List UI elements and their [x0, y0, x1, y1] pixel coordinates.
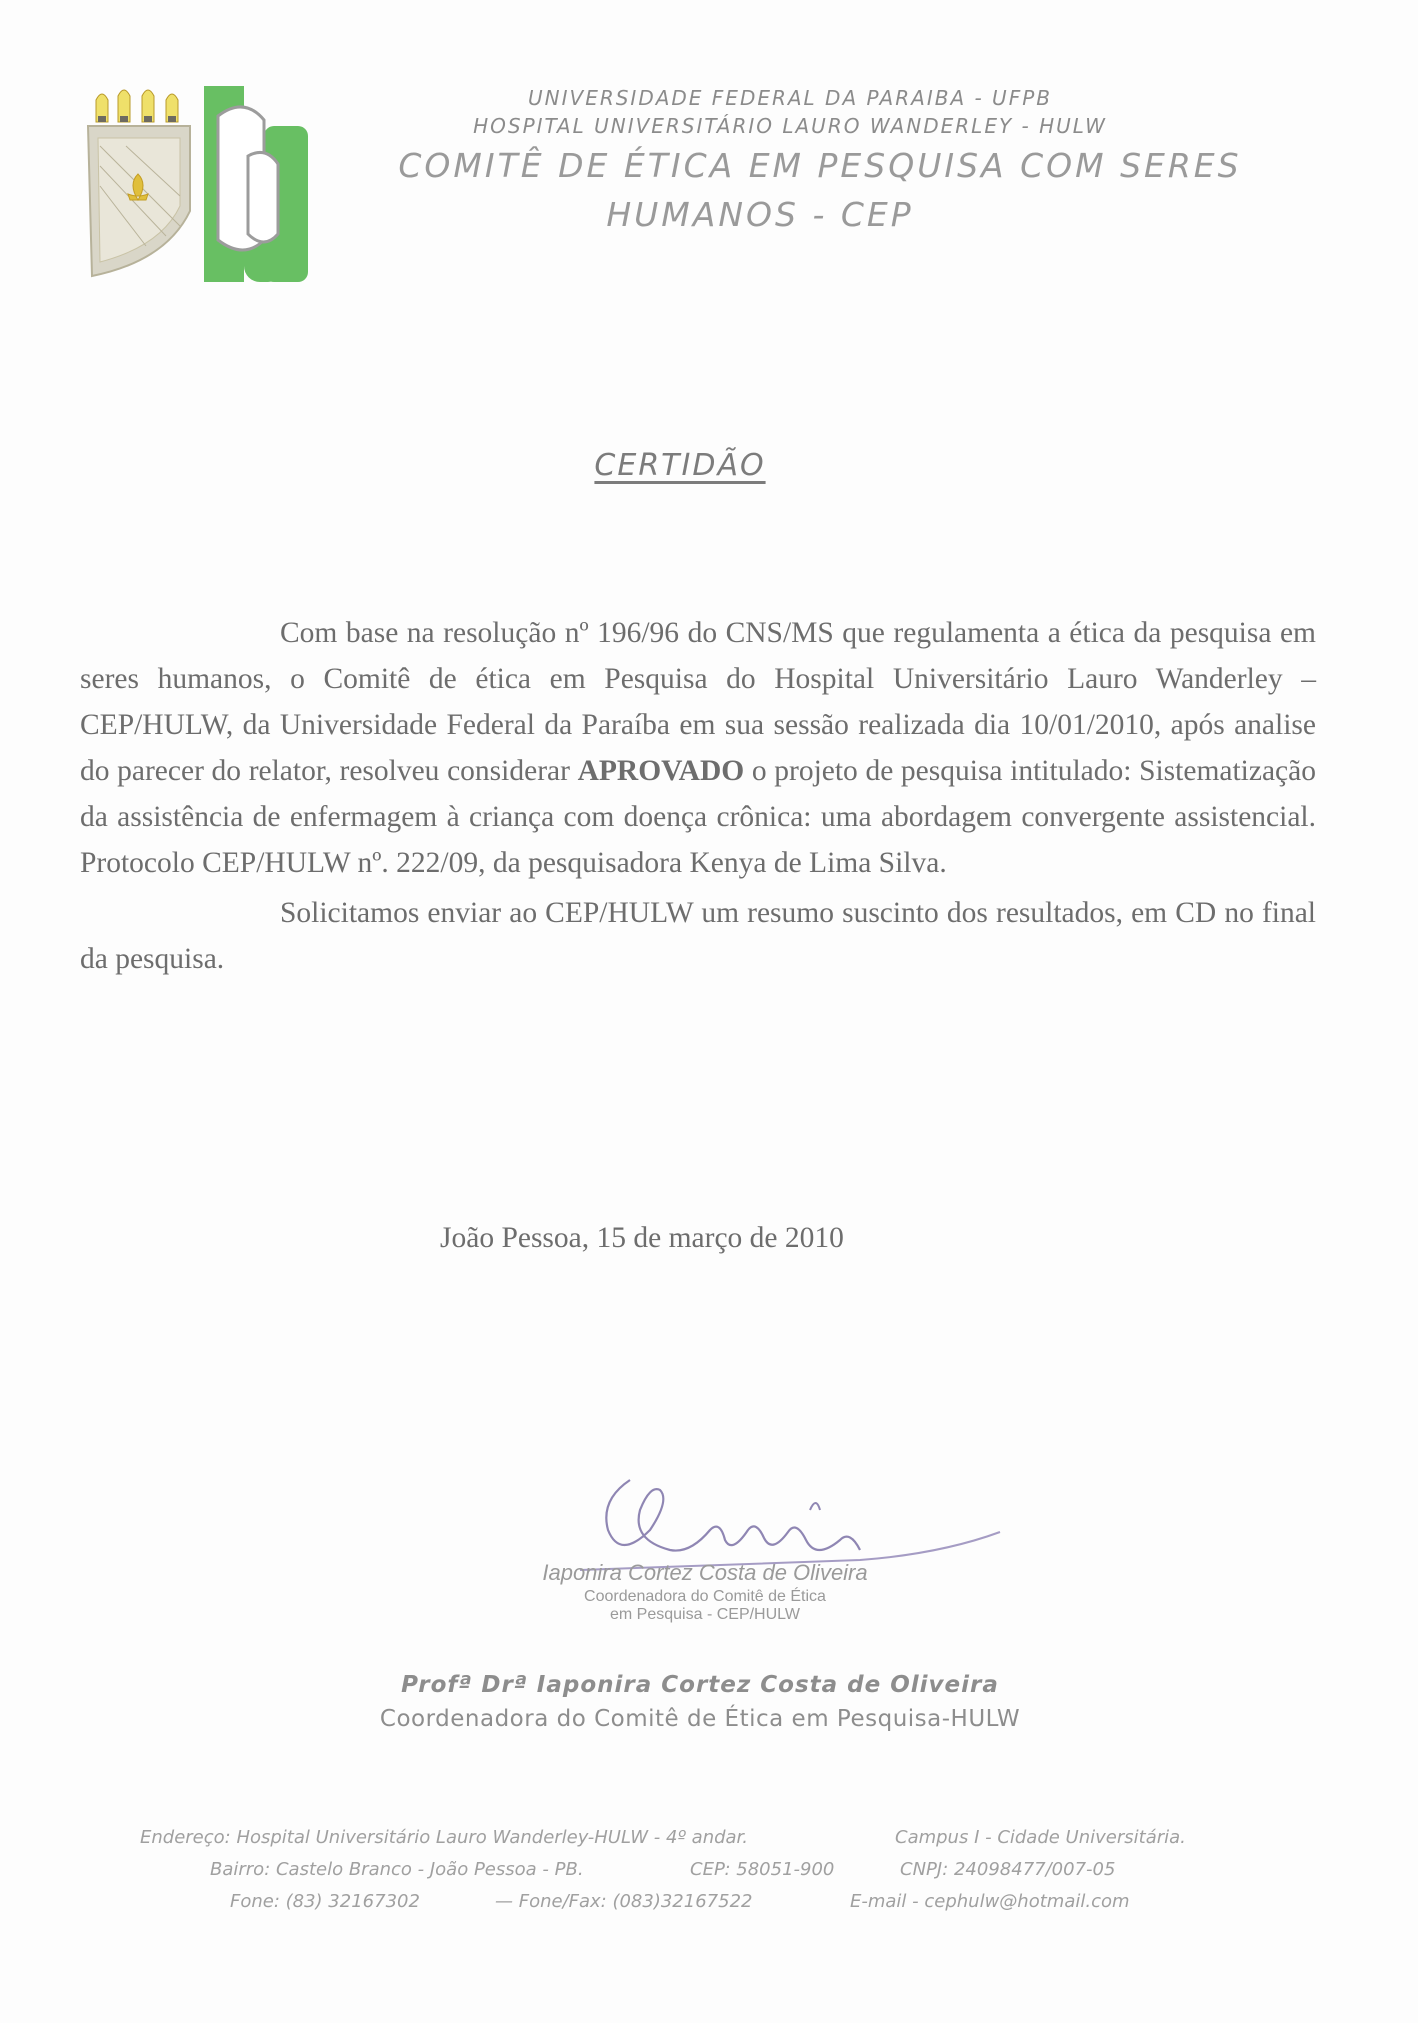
footer-fax: — Fone/Fax: (083)32167522 [495, 1891, 753, 1912]
committee-name-cont: HUMANOS - CEP [606, 195, 914, 234]
footer-campus: Campus I - Cidade Universitária. [895, 1827, 1186, 1848]
footer-cep: CEP: 58051-900 [690, 1859, 835, 1880]
footer-phone: Fone: (83) 32167302 [230, 1891, 420, 1912]
footer-email: E-mail - cephulw@hotmail.com [850, 1891, 1130, 1912]
coordinator-name: Profª Drª Iaponira Cortez Costa de Oliveira [401, 1672, 999, 1698]
hospital-name: HOSPITAL UNIVERSITÁRIO LAURO WANDERLEY - HULW [473, 114, 1107, 138]
issue-date: João Pessoa, 15 de março de 2010 [440, 1222, 844, 1254]
footer-bairro: Bairro: Castelo Branco - João Pessoa - PB. [210, 1859, 584, 1880]
signature-stamp [505, 1560, 905, 1624]
footer-address: Endereço: Hospital Universitário Lauro Wanderley-HULW - 4º andar. [140, 1827, 749, 1848]
approval-status: APROVADO [577, 755, 745, 787]
stamp-role: Coordenadora do Comitê de Ética [584, 1588, 826, 1605]
footer-cnpj: CNPJ: 24098477/007-05 [900, 1859, 1116, 1880]
university-name: UNIVERSIDADE FEDERAL DA PARAIBA - UFPB [528, 86, 1052, 110]
coordinator-role: Coordenadora do Comitê de Ética em Pesquisa-HULW [379, 1706, 1021, 1732]
paragraph-request: Solicitamos enviar ao CEP/HULW um resumo suscinto dos resultados, em CD no final da pesquisa. [80, 897, 1316, 975]
footer-contact [140, 1822, 1240, 1918]
institution-logo [86, 86, 312, 282]
coordinator-block [300, 1672, 1100, 1732]
approval-text-end: o projeto de pesquisa intitulado: Sistematização da assistência de enfermagem à criança com doença crônica: uma abordagem convergente assistencial. Protocolo CEP/HULW nº. 222/09, da pesquisadora Kenya de Lima Silva. [80, 755, 1316, 879]
stamp-name: Iaponira Cortez Costa de Oliveira [542, 1560, 868, 1585]
letterhead [340, 86, 1300, 234]
stamp-unit: em Pesquisa - CEP/HULW [610, 1606, 800, 1623]
committee-name: COMITÊ DE ÉTICA EM PESQUISA COM SERES [398, 146, 1242, 185]
paragraph-approval [80, 610, 1316, 886]
page-title: CERTIDÃO [594, 448, 766, 483]
approval-text-start: Com base na resolução nº 196/96 do CNS/MS que regulamenta a ética da pesquisa em seres humanos, o Comitê de ética em Pesquisa do Hospital Universitário Lauro Wanderley – CEP/HULW, da Universidade Federal da Paraíba em sua sessão realizada dia 10/01/2010, após analise do parecer do relator, resolveu considerar [80, 617, 1316, 787]
certificate-body [80, 610, 1316, 982]
ufpb-crest-logo [88, 90, 190, 276]
